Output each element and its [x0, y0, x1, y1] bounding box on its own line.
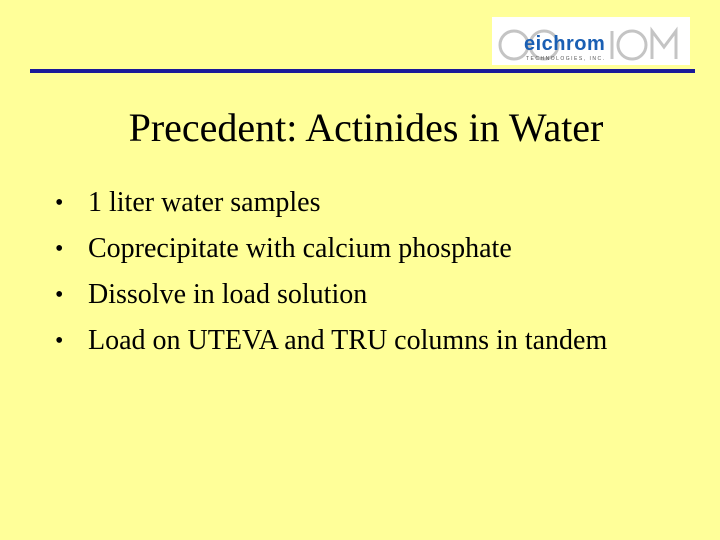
bullet-list: [0, 185, 720, 359]
bullet-text: Load on UTEVA and TRU columns in tandem: [88, 325, 608, 356]
header-rule: [30, 69, 695, 73]
bullet-text: Coprecipitate with calcium phosphate: [88, 233, 512, 264]
bullet-item: [0, 185, 608, 221]
eichrom-logo-graphic: [492, 17, 690, 65]
bullet-dot-icon: •: [55, 328, 64, 354]
eichrom-logo: [492, 17, 690, 65]
bullet-item: [0, 277, 608, 313]
bullet-text: 1 liter water samples: [88, 187, 321, 218]
slide-title: Precedent: Actinides in Water: [128, 105, 604, 150]
bullet-dot-icon: •: [55, 236, 64, 262]
svg-text:eichrom: eichrom: [524, 33, 606, 55]
svg-text:TECHNOLOGIES, INC.: TECHNOLOGIES, INC.: [526, 56, 606, 62]
bullet-item: [0, 231, 608, 267]
bullet-item: [0, 323, 608, 359]
bullet-dot-icon: •: [55, 282, 64, 308]
bullet-text: Dissolve in load solution: [88, 279, 368, 310]
bullet-dot-icon: •: [55, 190, 64, 216]
